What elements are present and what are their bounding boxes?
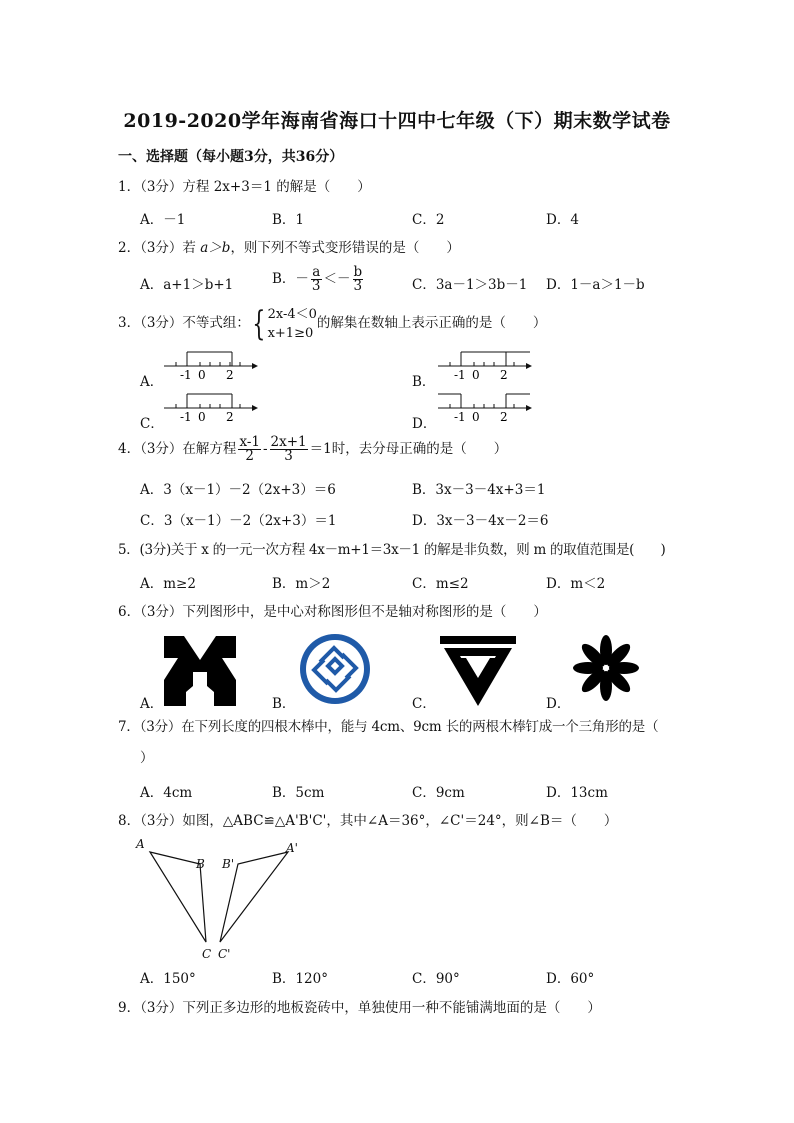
question-6: 6．（3分）下列图形中，是中心对称图形但不是轴对称图形的是（ ） bbox=[118, 604, 547, 620]
q2-b-pre: B．－ bbox=[272, 271, 309, 287]
point-label-c: C bbox=[202, 947, 212, 960]
q7-option-b: B．5cm bbox=[272, 785, 325, 801]
q3-label-a: A． bbox=[140, 374, 164, 390]
q4-num2: 2x+1 bbox=[270, 434, 307, 450]
q8-option-c: C．90° bbox=[412, 971, 460, 987]
question-2 bbox=[118, 238, 460, 258]
q2-b-frac2 bbox=[353, 266, 364, 293]
figure-a-icon bbox=[164, 636, 236, 706]
q7-option-a: A．4cm bbox=[140, 785, 193, 801]
q2-option-d: D．1－a＞1－b bbox=[546, 277, 645, 293]
question-1: 1．（3分）方程 2x+3＝1 的解是（ ） bbox=[118, 179, 371, 195]
q3-number-line-d bbox=[434, 388, 534, 428]
question-7-line1: 7．（3分）在下列长度的四根木棒中，能与 4cm、9cm 长的两根木棒钉成一个三角形的是（ bbox=[118, 719, 659, 735]
section-heading: 一、选择题（每小题3分，共36分） bbox=[118, 149, 344, 165]
q3-post: 的解集在数轴上表示正确的是（ ） bbox=[316, 315, 547, 331]
tick-label: 2 bbox=[500, 410, 508, 424]
q3-pre: 3．（3分）不等式组： bbox=[118, 315, 250, 331]
tick-label: 0 bbox=[198, 368, 206, 382]
question-7-line2: ） bbox=[140, 750, 154, 766]
question-4 bbox=[118, 432, 507, 466]
tick-label: 0 bbox=[472, 410, 480, 424]
q4-post: ＝1时，去分母正确的是（ ） bbox=[309, 441, 508, 457]
q7-option-d: D．13cm bbox=[546, 785, 608, 801]
figure-c-icon bbox=[440, 636, 516, 706]
q3-number-line-b bbox=[434, 346, 534, 386]
tick-label: 0 bbox=[198, 410, 206, 424]
q2-text-pre: 2．（3分）若 bbox=[118, 240, 201, 256]
tick-label: -1 bbox=[454, 410, 466, 424]
q3-system bbox=[268, 305, 317, 343]
q2-b-num2: b bbox=[353, 264, 363, 280]
q8-option-d: D．60° bbox=[546, 971, 595, 987]
point-label-c-prime: C' bbox=[218, 947, 231, 960]
q3-label-c: C． bbox=[140, 416, 164, 432]
q2-b-mid: ＜－ bbox=[323, 271, 351, 287]
q4-option-b: B．3x－3－4x+3＝1 bbox=[412, 482, 546, 498]
page-title: 2019-2020学年海南省海口十四中七年级（下）期末数学试卷 bbox=[123, 110, 671, 132]
q5-option-a: A．m≥2 bbox=[140, 576, 196, 592]
q4-frac1 bbox=[238, 436, 261, 463]
q3-label-d: D． bbox=[412, 416, 437, 432]
q4-den2: 3 bbox=[284, 448, 293, 464]
question-9: 9．（3分）下列正多边形的地板瓷砖中，单独使用一种不能铺满地面的是（ ） bbox=[118, 1000, 601, 1016]
q2-b-den2: 3 bbox=[353, 278, 363, 294]
point-label-a: A bbox=[136, 837, 145, 851]
q2-text-var: a＞b bbox=[200, 240, 231, 256]
q6-label-a: A． bbox=[140, 696, 164, 712]
brace-icon: { bbox=[252, 303, 266, 344]
figure-b-icon bbox=[298, 632, 372, 706]
triangles-figure bbox=[130, 834, 310, 960]
question-3 bbox=[118, 303, 546, 343]
q8-option-a: A．150° bbox=[140, 971, 196, 987]
tick-label: 2 bbox=[500, 368, 508, 382]
q4-option-a: A．3（x－1）－2（2x+3）＝6 bbox=[140, 482, 336, 498]
figure-d-icon bbox=[572, 634, 640, 702]
q4-pre: 4．（3分）在解方程 bbox=[118, 441, 237, 457]
q4-num1: x-1 bbox=[239, 434, 260, 450]
tick-label: -1 bbox=[180, 410, 192, 424]
q1-option-a: A．－1 bbox=[140, 212, 186, 228]
q5-option-c: C．m≤2 bbox=[412, 576, 469, 592]
q1-option-b: B．1 bbox=[272, 212, 305, 228]
tick-label: 0 bbox=[472, 368, 480, 382]
q2-option-c: C．3a－1＞3b－1 bbox=[412, 277, 528, 293]
q3-eq2: x+1≥0 bbox=[267, 325, 314, 341]
q2-text-post: ，则下列不等式变形错误的是（ ） bbox=[230, 240, 460, 256]
point-label-b: B bbox=[196, 857, 205, 871]
q2-option-b bbox=[272, 266, 365, 293]
q3-number-line-a bbox=[160, 346, 260, 386]
q4-minus: - bbox=[262, 441, 268, 457]
q1-option-c: C．2 bbox=[412, 212, 445, 228]
q4-option-d: D．3x－3－4x－2＝6 bbox=[412, 513, 549, 529]
q5-option-d: D．m＜2 bbox=[546, 576, 606, 592]
q4-option-c: C．3（x－1）－2（2x+3）＝1 bbox=[140, 513, 337, 529]
point-label-a-prime: A' bbox=[286, 841, 298, 855]
q7-option-c: C．9cm bbox=[412, 785, 465, 801]
q6-label-d: D． bbox=[546, 696, 571, 712]
q2-b-num1: a bbox=[312, 264, 321, 280]
q1-option-d: D．4 bbox=[546, 212, 579, 228]
q2-b-frac1 bbox=[311, 266, 322, 293]
q4-den1: 2 bbox=[245, 448, 254, 464]
tick-label: -1 bbox=[454, 368, 466, 382]
q6-label-c: C． bbox=[412, 696, 436, 712]
q6-label-b: B． bbox=[272, 696, 296, 712]
point-label-b-prime: B' bbox=[222, 857, 235, 871]
question-8: 8．（3分）如图，△ABC≌△A'B'C'，其中∠A＝36°，∠C'＝24°，则∠B＝（ ） bbox=[118, 813, 618, 829]
q3-eq1: 2x-4＜0 bbox=[267, 306, 317, 322]
q3-label-b: B． bbox=[412, 374, 436, 390]
q8-option-b: B．120° bbox=[272, 971, 328, 987]
q4-frac2 bbox=[270, 436, 308, 463]
q2-option-a: A．a+1＞b+1 bbox=[140, 277, 234, 293]
tick-label: 2 bbox=[226, 410, 234, 424]
q3-number-line-c bbox=[160, 388, 260, 428]
tick-label: -1 bbox=[180, 368, 192, 382]
q5-option-b: B．m＞2 bbox=[272, 576, 331, 592]
question-5: 5．(3分)关于 x 的一元一次方程 4x－m+1＝3x－1 的解是非负数，则 m 的取值范围是( ) bbox=[118, 542, 666, 558]
q2-b-den1: 3 bbox=[311, 278, 321, 294]
tick-label: 2 bbox=[226, 368, 234, 382]
